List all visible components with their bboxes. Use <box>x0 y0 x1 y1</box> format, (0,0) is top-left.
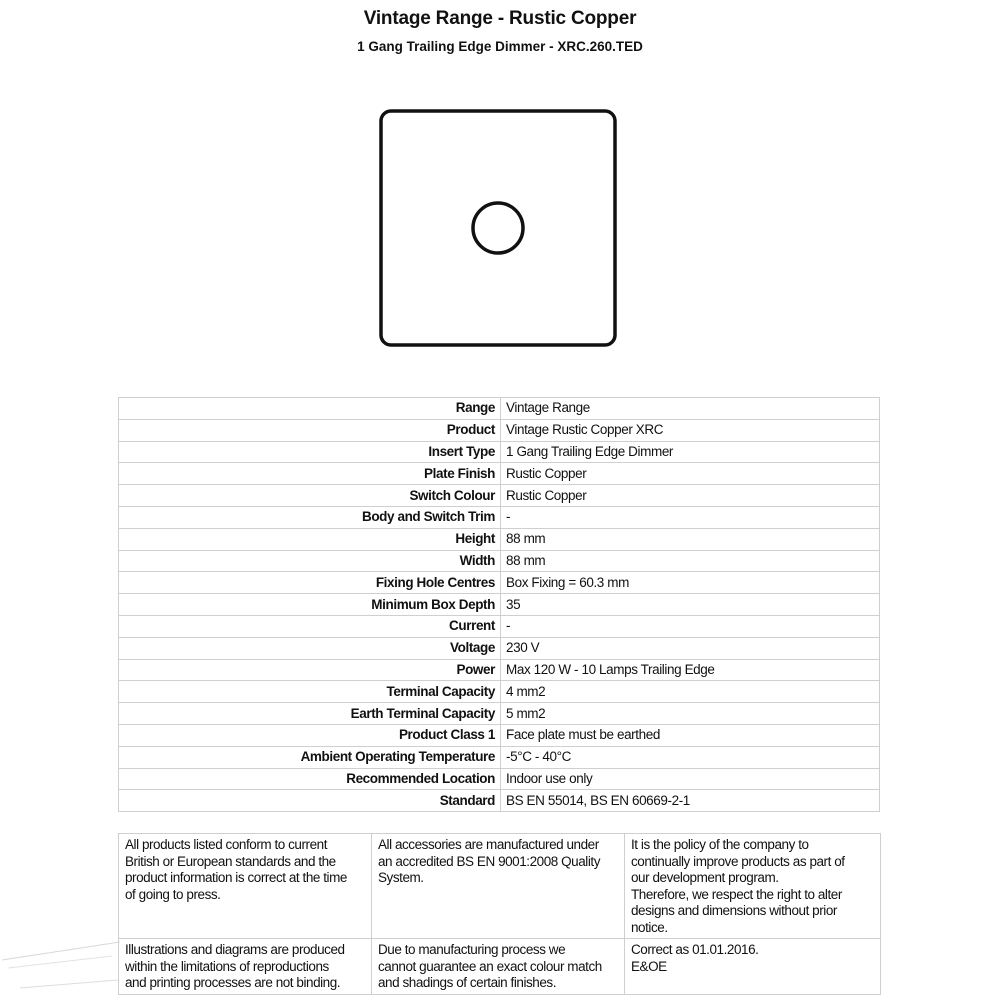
spec-label: Width <box>119 550 501 572</box>
spec-row <box>119 419 880 441</box>
spec-value: 5 mm2 <box>501 703 880 725</box>
spec-label: Ambient Operating Temperature <box>119 746 501 768</box>
spec-row <box>119 463 880 485</box>
specification-table <box>118 397 880 812</box>
dimmer-knob-outline <box>473 203 523 253</box>
spec-value: 88 mm <box>501 550 880 572</box>
spec-value: Vintage Range <box>501 398 880 420</box>
spec-row <box>119 746 880 768</box>
spec-row <box>119 594 880 616</box>
spec-label: Earth Terminal Capacity <box>119 703 501 725</box>
spec-label: Recommended Location <box>119 768 501 790</box>
document-title: Vintage Range - Rustic Copper <box>363 8 637 29</box>
spec-value: 1 Gang Trailing Edge Dimmer <box>501 441 880 463</box>
spec-row <box>119 572 880 594</box>
spec-row <box>119 485 880 507</box>
spec-label: Power <box>119 659 501 681</box>
spec-label: Switch Colour <box>119 485 501 507</box>
spec-label: Fixing Hole Centres <box>119 572 501 594</box>
spec-label: Range <box>119 398 501 420</box>
spec-value: -5°C - 40°C <box>501 746 880 768</box>
scan-artifact-lines <box>0 930 130 1000</box>
spec-value: Box Fixing = 60.3 mm <box>501 572 880 594</box>
correct-as-note: Correct as 01.01.2016. E&OE <box>625 939 881 995</box>
spec-row <box>119 637 880 659</box>
spec-label: Minimum Box Depth <box>119 594 501 616</box>
spec-row <box>119 528 880 550</box>
spec-value: Face plate must be earthed <box>501 724 880 746</box>
spec-value: - <box>501 615 880 637</box>
spec-value: 4 mm2 <box>501 681 880 703</box>
spec-row <box>119 398 880 420</box>
illustrations-note: Illustrations and diagrams are produced within the limitations of reproductions and printing processes are not binding. <box>119 939 372 995</box>
spec-row <box>119 768 880 790</box>
dimmer-plate-drawing <box>378 108 618 348</box>
spec-label: Insert Type <box>119 441 501 463</box>
scan-streak <box>8 956 112 968</box>
spec-label: Plate Finish <box>119 463 501 485</box>
spec-row <box>119 724 880 746</box>
spec-value: - <box>501 506 880 528</box>
spec-label: Voltage <box>119 637 501 659</box>
spec-row <box>119 441 880 463</box>
spec-value: Rustic Copper <box>501 485 880 507</box>
standards-note: All products listed conform to current British or European standards and the product information is correct at the time of going to press. <box>119 834 372 939</box>
spec-label: Standard <box>119 790 501 812</box>
faceplate-outline <box>381 111 615 345</box>
accessories-note: All accessories are manufactured under an accredited BS EN 9001:2008 Quality System. <box>372 834 625 939</box>
spec-label: Product <box>119 419 501 441</box>
spec-value: Max 120 W - 10 Lamps Trailing Edge <box>501 659 880 681</box>
spec-label: Product Class 1 <box>119 724 501 746</box>
spec-value: BS EN 55014, BS EN 60669-2-1 <box>501 790 880 812</box>
spec-row <box>119 659 880 681</box>
spec-row <box>119 703 880 725</box>
document-subtitle: 1 Gang Trailing Edge Dimmer - XRC.260.TED <box>357 39 643 54</box>
spec-row <box>119 681 880 703</box>
spec-value: 88 mm <box>501 528 880 550</box>
spec-row <box>119 550 880 572</box>
spec-label: Height <box>119 528 501 550</box>
spec-row <box>119 506 880 528</box>
spec-label: Terminal Capacity <box>119 681 501 703</box>
policy-note: It is the policy of the company to continually improve products as part of our development program. Therefore, we respect the right to alter designs and dimensions without prior notice. <box>625 834 881 939</box>
scan-streak <box>20 980 118 988</box>
colour-match-note: Due to manufacturing process we cannot guarantee an exact colour match and shadings of certain finishes. <box>372 939 625 995</box>
spec-value: Indoor use only <box>501 768 880 790</box>
spec-value: Rustic Copper <box>501 463 880 485</box>
spec-value: 230 V <box>501 637 880 659</box>
spec-row <box>119 615 880 637</box>
spec-label: Current <box>119 615 501 637</box>
disclaimer-table <box>118 833 881 995</box>
spec-value: 35 <box>501 594 880 616</box>
spec-row <box>119 790 880 812</box>
spec-value: Vintage Rustic Copper XRC <box>501 419 880 441</box>
spec-label: Body and Switch Trim <box>119 506 501 528</box>
